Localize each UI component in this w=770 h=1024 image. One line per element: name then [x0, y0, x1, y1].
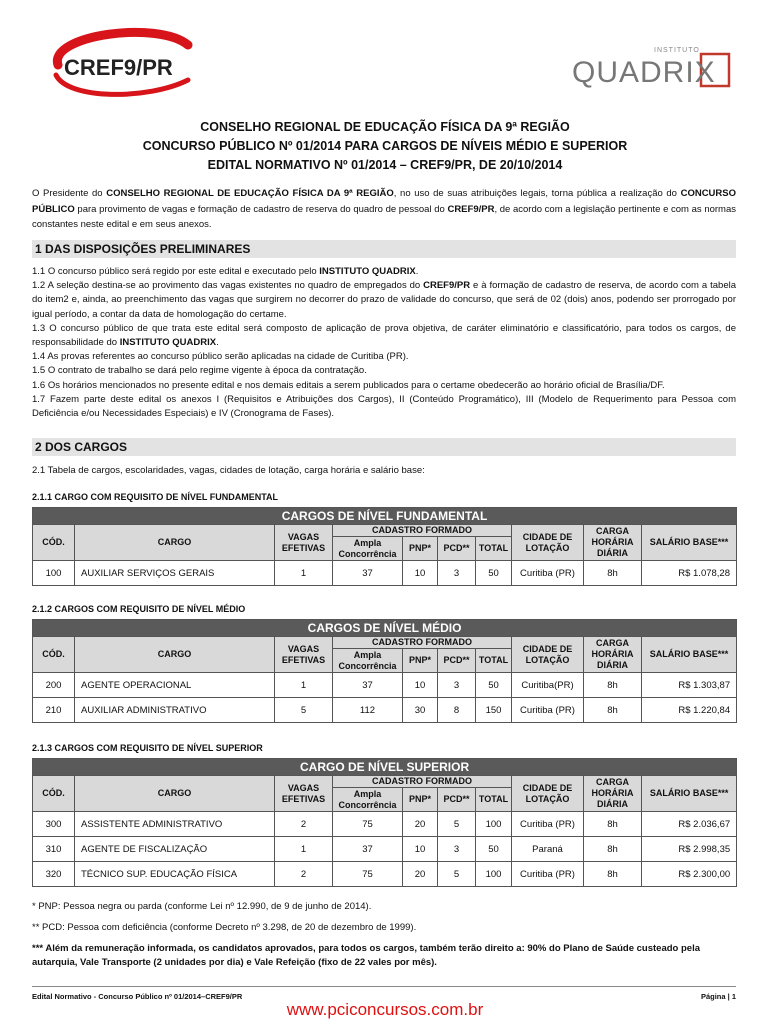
col-ampla: Ampla Concorrência [333, 537, 403, 561]
table-row [33, 698, 737, 723]
col-cargo: CARGO [75, 776, 275, 812]
col-cargo: CARGO [75, 525, 275, 561]
col-total: TOTAL [476, 537, 512, 561]
cell-pnp: 20 [403, 812, 438, 837]
section-1-body [32, 265, 736, 421]
cell-carga: 8h [584, 698, 642, 723]
cell-cod: 320 [33, 862, 75, 887]
cell-pnp: 20 [403, 862, 438, 887]
footer-left: Edital Normativo - Concurso Público nº 01/2014–CREF9/PR [32, 992, 243, 1001]
cell-total: 50 [476, 561, 512, 586]
cell-cidade: Curitiba (PR) [512, 698, 584, 723]
paragraph-1-2: 1.2 A seleção destina-se ao provimento das vagas existentes no quadro de empregados do CREF9/PR e à formação de cadastro de reserva, de acordo com a tabela do item2 e, ainda, ao preenchimento das vagas que surgirem no decorrer do prazo de validade do concurso, que será de 02 (dois) anos, podendo ser prorrogado por igual período, a contar da data de homologação do certame. [32, 280, 736, 320]
footer-divider [32, 986, 736, 987]
cell-carga: 8h [584, 862, 642, 887]
cell-salario: R$ 1.078,28 [642, 561, 737, 586]
cell-salario: R$ 2.300,00 [642, 862, 737, 887]
table-nivel-superior [32, 758, 737, 887]
col-carga: CARGA HORÁRIA DIÁRIA [584, 776, 642, 812]
cell-ampla: 37 [333, 673, 403, 698]
intro-bold: CONCURSO PÚBLICO [32, 188, 736, 215]
cell-pnp: 10 [403, 673, 438, 698]
cell-cargo: TÉCNICO SUP. EDUCAÇÃO FÍSICA [75, 862, 275, 887]
title-line-3: EDITAL NORMATIVO Nº 01/2014 – CREF9/PR, DE 20/10/2014 [207, 158, 563, 172]
table-nivel-medio [32, 619, 737, 723]
cell-pcd: 5 [438, 812, 476, 837]
quadrix-logo-small: INSTITUTO [654, 47, 700, 54]
cell-pnp: 10 [403, 561, 438, 586]
cell-vagas: 1 [275, 561, 333, 586]
col-cidade: CIDADE DE LOTAÇÃO [512, 776, 584, 812]
col-cidade: CIDADE DE LOTAÇÃO [512, 525, 584, 561]
section-2-title: 2 DOS CARGOS [32, 438, 736, 456]
cell-cidade: Curitiba(PR) [512, 673, 584, 698]
cell-vagas: 1 [275, 837, 333, 862]
cell-pcd: 3 [438, 673, 476, 698]
note-benefits: *** Além da remuneração informada, os candidatos aprovados, para todos os cargos, também terão direito a: 90% do Plano de Saúde custeado pela autarquia, Vale Transporte (2 unidades por dia) e Vale Refeição (fixo de 22 vales por mês). [32, 943, 701, 968]
col-cadastro: CADASTRO FORMADO [333, 776, 512, 788]
notes [32, 900, 736, 977]
col-pcd: PCD** [438, 537, 476, 561]
cell-cargo: ASSISTENTE ADMINISTRATIVO [75, 812, 275, 837]
intro-text: O Presidente do [32, 188, 107, 199]
cell-ampla: 75 [333, 812, 403, 837]
col-total: TOTAL [476, 649, 512, 673]
col-pnp: PNP* [403, 537, 438, 561]
table-row [33, 673, 737, 698]
table-1-subtitle: 2.1.1 CARGO COM REQUISITO DE NÍVEL FUNDAMENTAL [32, 492, 279, 502]
table-row [33, 837, 737, 862]
table-caption: CARGOS DE NÍVEL FUNDAMENTAL [33, 508, 737, 525]
intro-text: , de acordo com a legislação pertinente e com as normas constantes neste edital e em seus anexos. [32, 203, 736, 230]
col-pcd: PCD** [438, 788, 476, 812]
quadrix-logo [568, 42, 733, 92]
col-salario: SALÁRIO BASE*** [642, 637, 737, 673]
cell-carga: 8h [584, 812, 642, 837]
cell-total: 50 [476, 673, 512, 698]
cell-cidade: Paraná [512, 837, 584, 862]
table-nivel-fundamental [32, 507, 737, 586]
cell-pnp: 10 [403, 837, 438, 862]
col-pnp: PNP* [403, 788, 438, 812]
paragraph-1-7: 1.7 Fazem parte deste edital os anexos I (Requisitos e Atribuições dos Cargos), II (Conteúdo Programático), III (Modelo de Requerimento para Pessoa com Deficiência e/ou Necessidades Especiais) e IV (Cronograma de Fases). [32, 393, 736, 420]
col-vagas: VAGAS EFETIVAS [275, 637, 333, 673]
paragraph-1-6: 1.6 Os horários mencionados no presente edital e nos demais editais a serem publicados para o certame obedecerão ao horário oficial de Brasília/DF. [32, 379, 665, 391]
intro-bold: CONSELHO REGIONAL DE EDUCAÇÃO FÍSICA DA 9ª REGIÃO [106, 188, 394, 199]
table-row [33, 862, 737, 887]
col-carga: CARGA HORÁRIA DIÁRIA [584, 637, 642, 673]
section-1-title: 1 DAS DISPOSIÇÕES PRELIMINARES [32, 240, 736, 258]
intro-bold: CREF9/PR [447, 203, 495, 215]
cell-cidade: Curitiba (PR) [512, 561, 584, 586]
note-pnp: * PNP: Pessoa negra ou parda (conforme Lei nº 12.990, de 9 de junho de 2014). [32, 901, 372, 912]
cell-ampla: 75 [333, 862, 403, 887]
cell-pnp: 30 [403, 698, 438, 723]
col-ampla: Ampla Concorrência [333, 649, 403, 673]
cell-cod: 200 [33, 673, 75, 698]
col-salario: SALÁRIO BASE*** [642, 776, 737, 812]
col-ampla: Ampla Concorrência [333, 788, 403, 812]
cell-carga: 8h [584, 837, 642, 862]
cref-logo-text: CREF9/PR [64, 55, 173, 80]
paragraph-1-1: 1.1 O concurso público será regido por este edital e executado pelo INSTITUTO QUADRIX. [32, 266, 419, 277]
table-row [33, 812, 737, 837]
col-cadastro: CADASTRO FORMADO [333, 637, 512, 649]
col-pcd: PCD** [438, 649, 476, 673]
col-salario: SALÁRIO BASE*** [642, 525, 737, 561]
col-carga: CARGA HORÁRIA DIÁRIA [584, 525, 642, 561]
cell-cod: 300 [33, 812, 75, 837]
cell-cargo: AUXILIAR ADMINISTRATIVO [75, 698, 275, 723]
intro-text: para provimento de vagas e formação de cadastro de reserva do quadro de pessoal do [74, 203, 448, 215]
cell-salario: R$ 1.220,84 [642, 698, 737, 723]
cell-cidade: Curitiba (PR) [512, 812, 584, 837]
cell-vagas: 5 [275, 698, 333, 723]
cell-cidade: Curitiba (PR) [512, 862, 584, 887]
cell-total: 50 [476, 837, 512, 862]
cell-cargo: AGENTE OPERACIONAL [75, 673, 275, 698]
cell-total: 100 [476, 812, 512, 837]
cell-vagas: 2 [275, 862, 333, 887]
cell-cod: 310 [33, 837, 75, 862]
cell-salario: R$ 2.998,35 [642, 837, 737, 862]
cell-salario: R$ 1.303,87 [642, 673, 737, 698]
cell-salario: R$ 2.036,67 [642, 812, 737, 837]
table-caption: CARGO DE NÍVEL SUPERIOR [33, 759, 737, 776]
document-titles [30, 118, 740, 175]
footer-page-number: Página | 1 [700, 992, 736, 1001]
note-pcd: ** PCD: Pessoa com deficiência (conforme Decreto nº 3.298, de 20 de dezembro de 1999). [32, 922, 417, 933]
col-pnp: PNP* [403, 649, 438, 673]
paragraph-1-4: 1.4 As provas referentes ao concurso público serão aplicadas na cidade de Curitiba (PR). [32, 351, 409, 363]
cell-ampla: 37 [333, 837, 403, 862]
cell-carga: 8h [584, 561, 642, 586]
cell-cargo: AGENTE DE FISCALIZAÇÃO [75, 837, 275, 862]
cell-pcd: 3 [438, 561, 476, 586]
cell-pcd: 8 [438, 698, 476, 723]
col-total: TOTAL [476, 788, 512, 812]
col-cargo: CARGO [75, 637, 275, 673]
title-line-2: CONCURSO PÚBLICO Nº 01/2014 PARA CARGOS DE NÍVEIS MÉDIO E SUPERIOR [142, 139, 628, 153]
cref-logo [38, 25, 208, 100]
cell-total: 150 [476, 698, 512, 723]
cell-cargo: AUXILIAR SERVIÇOS GERAIS [75, 561, 275, 586]
table-row [33, 561, 737, 586]
cell-pcd: 3 [438, 837, 476, 862]
table-2-subtitle: 2.1.2 CARGOS COM REQUISITO DE NÍVEL MÉDIO [32, 604, 246, 614]
cell-ampla: 112 [333, 698, 403, 723]
cell-cod: 100 [33, 561, 75, 586]
cell-carga: 8h [584, 673, 642, 698]
cell-pcd: 5 [438, 862, 476, 887]
intro-text: , no uso de suas atribuições legais, torna pública a realização do [393, 188, 681, 199]
cell-total: 100 [476, 862, 512, 887]
table-caption: CARGOS DE NÍVEL MÉDIO [33, 620, 737, 637]
col-cod: CÓD. [33, 637, 75, 673]
table-3-subtitle: 2.1.3 CARGOS COM REQUISITO DE NÍVEL SUPERIOR [32, 743, 263, 753]
paragraph-1-3: 1.3 O concurso público de que trata este edital será composto de aplicação de prova objetiva, de caráter eliminatório e classificatório, para todos os cargos, de responsabilidade do INSTITUTO QUADRIX. [32, 322, 736, 349]
cell-cod: 210 [33, 698, 75, 723]
cell-vagas: 2 [275, 812, 333, 837]
col-cod: CÓD. [33, 776, 75, 812]
col-vagas: VAGAS EFETIVAS [275, 776, 333, 812]
paragraph-1-5: 1.5 O contrato de trabalho se dará pelo regime vigente à época da contratação. [32, 365, 367, 377]
paragraph-2-1: 2.1 Tabela de cargos, escolaridades, vagas, cidades de lotação, carga horária e salário base: [32, 465, 425, 476]
title-line-1: CONSELHO REGIONAL DE EDUCAÇÃO FÍSICA DA 9ª REGIÃO [200, 120, 570, 134]
cell-vagas: 1 [275, 673, 333, 698]
quadrix-logo-text: QUADRIX [572, 56, 716, 89]
col-vagas: VAGAS EFETIVAS [275, 525, 333, 561]
cell-ampla: 37 [333, 561, 403, 586]
col-cidade: CIDADE DE LOTAÇÃO [512, 637, 584, 673]
intro-paragraph [32, 186, 736, 233]
col-cod: CÓD. [33, 525, 75, 561]
watermark-link[interactable]: www.pciconcursos.com.br [286, 1000, 484, 1019]
col-cadastro: CADASTRO FORMADO [333, 525, 512, 537]
header-logos [0, 0, 770, 110]
